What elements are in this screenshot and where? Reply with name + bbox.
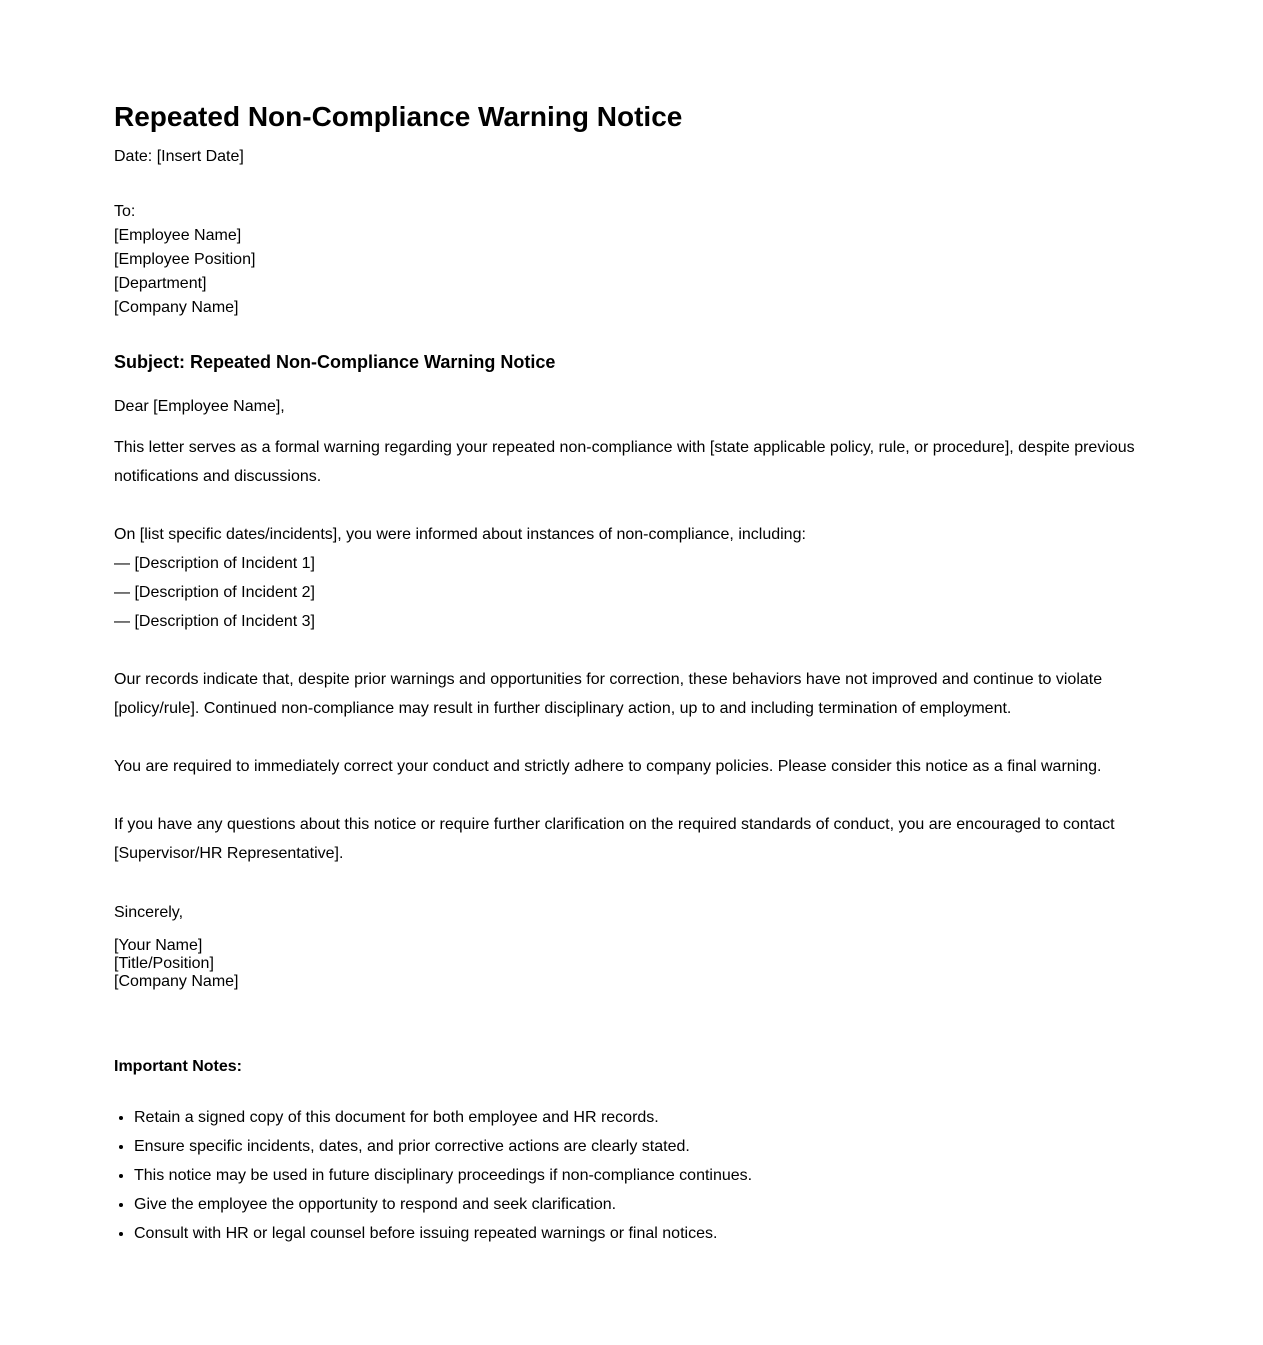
document-body	[114, 100, 1154, 1248]
signature-title: [Title/Position]	[114, 955, 214, 972]
recipient-block	[114, 200, 1154, 320]
note-item: • This notice may be used in future disciplinary proceedings if non-compliance continues.	[134, 1161, 1154, 1190]
paragraph-questions: If you have any questions about this notice or require further clarification on the required standards of conduct, you are encouraged to contact [Supervisor/HR Representative].	[114, 816, 1115, 862]
paragraph-records: Our records indicate that, despite prior warnings and opportunities for correction, these behaviors have not improved and continue to violate [policy/rule]. Continued non-compliance may result in further disciplinary action, up to and including termination of employment.	[114, 671, 1103, 717]
incidents-section	[114, 520, 1154, 636]
date-line: Date: [Insert Date]	[114, 148, 244, 165]
signature-block	[114, 937, 1154, 991]
to-label: To:	[114, 203, 136, 220]
important-notes-list	[114, 1103, 1154, 1248]
paragraph-formal-warning: This letter serves as a formal warning regarding your repeated non-compliance with [state applicable policy, rule, or procedure], despite previous notifications and discussions.	[114, 439, 1135, 485]
paragraph-required-correction: You are required to immediately correct your conduct and strictly adhere to company policies. Please consider this notice as a final warning.	[114, 758, 1102, 775]
incidents-intro: On [list specific dates/incidents], you were informed about instances of non-compliance, including:	[114, 526, 806, 543]
signature-company: [Company Name]	[114, 973, 239, 990]
incident-item: — [Description of Incident 2]	[114, 584, 315, 601]
recipient-department: [Department]	[114, 275, 207, 292]
incident-item: — [Description of Incident 3]	[114, 613, 315, 630]
signature-name: [Your Name]	[114, 937, 203, 954]
recipient-employee-position: [Employee Position]	[114, 251, 256, 268]
recipient-company-name: [Company Name]	[114, 299, 239, 316]
note-item: • Consult with HR or legal counsel before issuing repeated warnings or final notices.	[134, 1219, 1154, 1248]
important-notes-title: Important Notes:	[114, 1058, 242, 1075]
incident-item: — [Description of Incident 1]	[114, 555, 315, 572]
closing: Sincerely,	[114, 904, 184, 921]
greeting: Dear [Employee Name],	[114, 398, 285, 415]
subject-line: Subject: Repeated Non-Compliance Warning Notice	[114, 352, 556, 372]
note-item: • Retain a signed copy of this document for both employee and HR records.	[134, 1103, 1154, 1132]
note-item: • Give the employee the opportunity to respond and seek clarification.	[134, 1190, 1154, 1219]
recipient-employee-name: [Employee Name]	[114, 227, 242, 244]
note-item: • Ensure specific incidents, dates, and prior corrective actions are clearly stated.	[134, 1132, 1154, 1161]
document-title: Repeated Non-Compliance Warning Notice	[114, 101, 683, 132]
